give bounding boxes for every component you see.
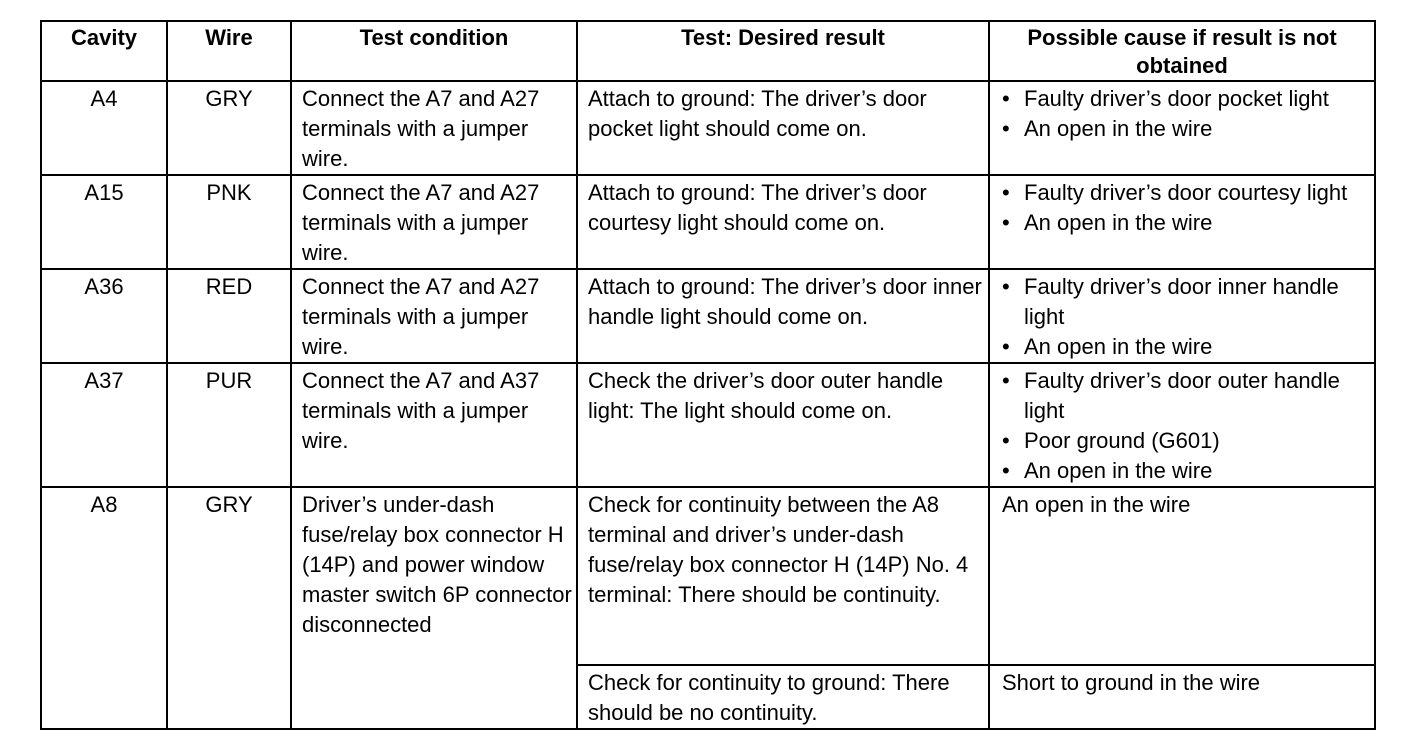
cause-item: • Faulty driver’s door outer handle light	[1002, 366, 1374, 426]
cavity-cell: A36	[41, 269, 167, 363]
header-row	[41, 21, 1375, 81]
cause-item: • An open in the wire	[1002, 456, 1374, 486]
condition-cell: Connect the A7 and A37 terminals with a jumper wire.	[291, 363, 577, 487]
cause-cell	[989, 175, 1375, 269]
result-cell: Check the driver’s door outer handle light: The light should come on.	[577, 363, 989, 487]
cause-cell	[989, 81, 1375, 175]
condition-cell: Connect the A7 and A27 terminals with a jumper wire.	[291, 81, 577, 175]
result-cell: Check for continuity to ground: There should be no continuity.	[577, 665, 989, 729]
table-row	[41, 175, 1375, 269]
cause-item: • An open in the wire	[1002, 332, 1374, 362]
cause-cell: Short to ground in the wire	[989, 665, 1375, 729]
wire-cell: PNK	[167, 175, 291, 269]
wire-cell: PUR	[167, 363, 291, 487]
table-row	[41, 363, 1375, 487]
result-cell: Attach to ground: The driver’s door courtesy light should come on.	[577, 175, 989, 269]
table-row	[41, 487, 1375, 665]
result-cell: Check for continuity between the A8 terminal and driver’s under-dash fuse/relay box connector H (14P) No. 4 terminal: There should be continuity.	[577, 487, 989, 665]
header-desired-result: Test: Desired result	[577, 21, 989, 81]
wire-cell: GRY	[167, 81, 291, 175]
cause-list	[1002, 178, 1374, 238]
table-row	[41, 269, 1375, 363]
header-cavity: Cavity	[41, 21, 167, 81]
wire-cell: RED	[167, 269, 291, 363]
condition-cell: Connect the A7 and A27 terminals with a jumper wire.	[291, 269, 577, 363]
cause-list	[1002, 84, 1374, 144]
troubleshooting-table	[40, 20, 1376, 730]
troubleshooting-table-sheet	[40, 20, 1376, 730]
cause-item: • Faulty driver’s door inner handle light	[1002, 272, 1374, 332]
condition-cell: Connect the A7 and A27 terminals with a jumper wire.	[291, 175, 577, 269]
cause-item: • An open in the wire	[1002, 114, 1374, 144]
header-test-condition: Test condition	[291, 21, 577, 81]
cavity-cell: A37	[41, 363, 167, 487]
result-cell: Attach to ground: The driver’s door pocket light should come on.	[577, 81, 989, 175]
cavity-cell: A15	[41, 175, 167, 269]
header-possible-cause: Possible cause if result is not obtained	[989, 21, 1375, 81]
cause-item: • Poor ground (G601)	[1002, 426, 1374, 456]
cause-item: • Faulty driver’s door pocket light	[1002, 84, 1374, 114]
cavity-cell: A8	[41, 487, 167, 729]
cause-cell	[989, 269, 1375, 363]
cause-cell	[989, 363, 1375, 487]
cavity-cell: A4	[41, 81, 167, 175]
cause-item: • Faulty driver’s door courtesy light	[1002, 178, 1374, 208]
cause-list	[1002, 366, 1374, 486]
result-cell: Attach to ground: The driver’s door inner handle light should come on.	[577, 269, 989, 363]
wire-cell: GRY	[167, 487, 291, 729]
table-row	[41, 81, 1375, 175]
condition-cell: Driver’s under-dash fuse/relay box connector H (14P) and power window master switch 6P connector disconnected	[291, 487, 577, 729]
cause-cell: An open in the wire	[989, 487, 1375, 665]
cause-item: • An open in the wire	[1002, 208, 1374, 238]
header-wire: Wire	[167, 21, 291, 81]
cause-list	[1002, 272, 1374, 362]
